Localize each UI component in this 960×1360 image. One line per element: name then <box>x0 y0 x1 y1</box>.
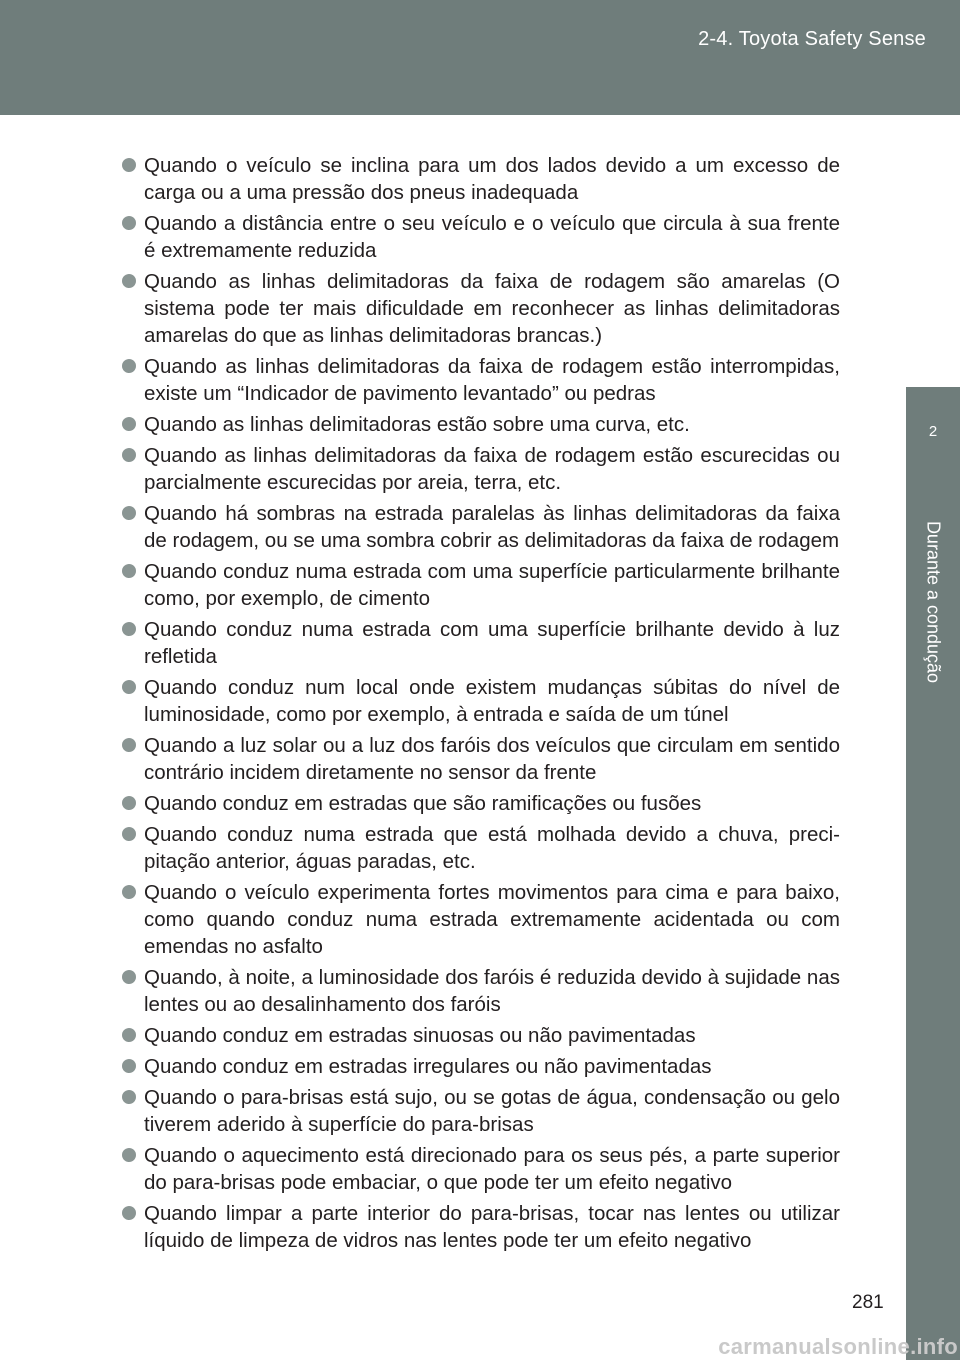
header-band <box>0 0 960 115</box>
list-item-text: Quando conduz em estradas sinuosas ou não pavimentadas <box>144 1024 696 1047</box>
list-item <box>122 411 840 438</box>
bullet-dot-icon <box>122 1028 136 1042</box>
list-item-text: Quando conduz numa estrada com uma superfície brilhante devido à luz refletida <box>144 618 840 668</box>
list-item <box>122 442 840 496</box>
chapter-label-tab <box>906 469 960 734</box>
list-item <box>122 500 840 554</box>
bullet-dot-icon <box>122 448 136 462</box>
list-item <box>122 964 840 1018</box>
bullet-dot-icon <box>122 885 136 899</box>
bullet-list <box>122 152 840 1258</box>
list-item <box>122 1053 840 1080</box>
bullet-dot-icon <box>122 564 136 578</box>
bullet-dot-icon <box>122 1148 136 1162</box>
list-item-text: Quando conduz em estradas que são ramificações ou fusões <box>144 792 702 815</box>
bullet-dot-icon <box>122 1059 136 1073</box>
list-item-text: Quando a distância entre o seu veículo e o veículo que circula à sua frente é extremamente reduzida <box>144 212 840 262</box>
bullet-dot-icon <box>122 274 136 288</box>
list-item <box>122 152 840 206</box>
list-item-text: Quando as linhas delimitadoras da faixa de rodagem estão interrompidas, existe um “Indicador de pavimento levantado” ou pedras <box>144 355 840 405</box>
list-item-text: Quando o veículo experimenta fortes movimentos para cima e para baixo, como quando conduz numa estrada extremamente acidentada ou com emendas no asfalto <box>144 881 840 958</box>
bullet-dot-icon <box>122 796 136 810</box>
bullet-dot-icon <box>122 1090 136 1104</box>
bullet-dot-icon <box>122 970 136 984</box>
list-item <box>122 1200 840 1254</box>
list-item <box>122 558 840 612</box>
bullet-dot-icon <box>122 622 136 636</box>
list-item-text: Quando a luz solar ou a luz dos faróis dos veículos que circulam em sentido contrário incidem diretamente no sensor da frente <box>144 734 840 784</box>
chapter-number: 2 <box>928 423 938 440</box>
list-item <box>122 1084 840 1138</box>
side-tab-spacer <box>906 115 960 387</box>
list-item <box>122 790 840 817</box>
list-item <box>122 674 840 728</box>
list-item-text: Quando conduz numa estrada que está molhada devido a chuva, precipitação anterior, águas paradas, etc. <box>144 823 840 873</box>
bullet-dot-icon <box>122 827 136 841</box>
bullet-dot-icon <box>122 216 136 230</box>
bullet-dot-icon <box>122 680 136 694</box>
list-item <box>122 616 840 670</box>
list-item <box>122 1142 840 1196</box>
list-item <box>122 732 840 786</box>
list-item-text: Quando conduz num local onde existem mudanças súbitas do nível de luminosidade, como por exemplo, à entrada e saída de um túnel <box>144 676 840 726</box>
page-number: 281 <box>852 1292 884 1313</box>
list-item-text: Quando conduz em estradas irregulares ou não pavimentadas <box>144 1055 712 1078</box>
list-item-text: Quando o veículo se inclina para um dos lados devido a um excesso de carga ou a uma pressão dos pneus inadequada <box>144 154 840 204</box>
list-item-text: Quando há sombras na estrada paralelas às linhas delimitadoras da faixa de rodagem, ou se uma sombra cobrir as delimitadoras da faixa de rodagem <box>144 502 840 552</box>
list-item-text: Quando o aquecimento está direcionado para os seus pés, a parte superior do para-brisas pode embaciar, o que pode ter um efeito negativo <box>144 1144 840 1194</box>
list-item <box>122 821 840 875</box>
section-title: 2-4. Toyota Safety Sense <box>698 28 926 50</box>
watermark: carmanualsonline.info <box>718 1334 958 1359</box>
list-item <box>122 879 840 960</box>
list-item <box>122 210 840 264</box>
bullet-dot-icon <box>122 738 136 752</box>
list-item-text: Quando limpar a parte interior do para-brisas, tocar nas lentes ou utilizar líquido de limpeza de vidros nas lentes pode ter um efeito negativo <box>144 1202 840 1252</box>
list-item <box>122 1022 840 1049</box>
bullet-dot-icon <box>122 506 136 520</box>
list-item <box>122 268 840 349</box>
list-item-text: Quando as linhas delimitadoras estão sobre uma curva, etc. <box>144 413 690 436</box>
bullet-dot-icon <box>122 417 136 431</box>
list-item-text: Quando, à noite, a luminosidade dos faróis é reduzida devido à sujidade nas lentes ou ao desalinhamento dos faróis <box>144 966 840 1016</box>
chapter-label: Durante a condução <box>923 520 944 683</box>
list-item-text: Quando as linhas delimitadoras da faixa de rodagem são amarelas (O sistema pode ter mais dificuldade em reconhecer as linhas delimitadoras amarelas do que as linhas delimitadoras brancas.) <box>144 270 840 347</box>
list-item-text: Quando as linhas delimitadoras da faixa de rodagem estão escurecidas ou parcialmente escurecidas por areia, terra, etc. <box>144 444 840 494</box>
bullet-dot-icon <box>122 1206 136 1220</box>
chapter-number-tab <box>906 387 960 469</box>
list-item-text: Quando conduz numa estrada com uma superfície particularmente brilhante como, por exemplo, de cimento <box>144 560 840 610</box>
bullet-dot-icon <box>122 158 136 172</box>
list-item-text: Quando o para-brisas está sujo, ou se gotas de água, condensação ou gelo tiverem aderido à superfície do para-brisas <box>144 1086 840 1136</box>
bullet-dot-icon <box>122 359 136 373</box>
side-tab-band <box>906 734 960 1360</box>
list-item <box>122 353 840 407</box>
